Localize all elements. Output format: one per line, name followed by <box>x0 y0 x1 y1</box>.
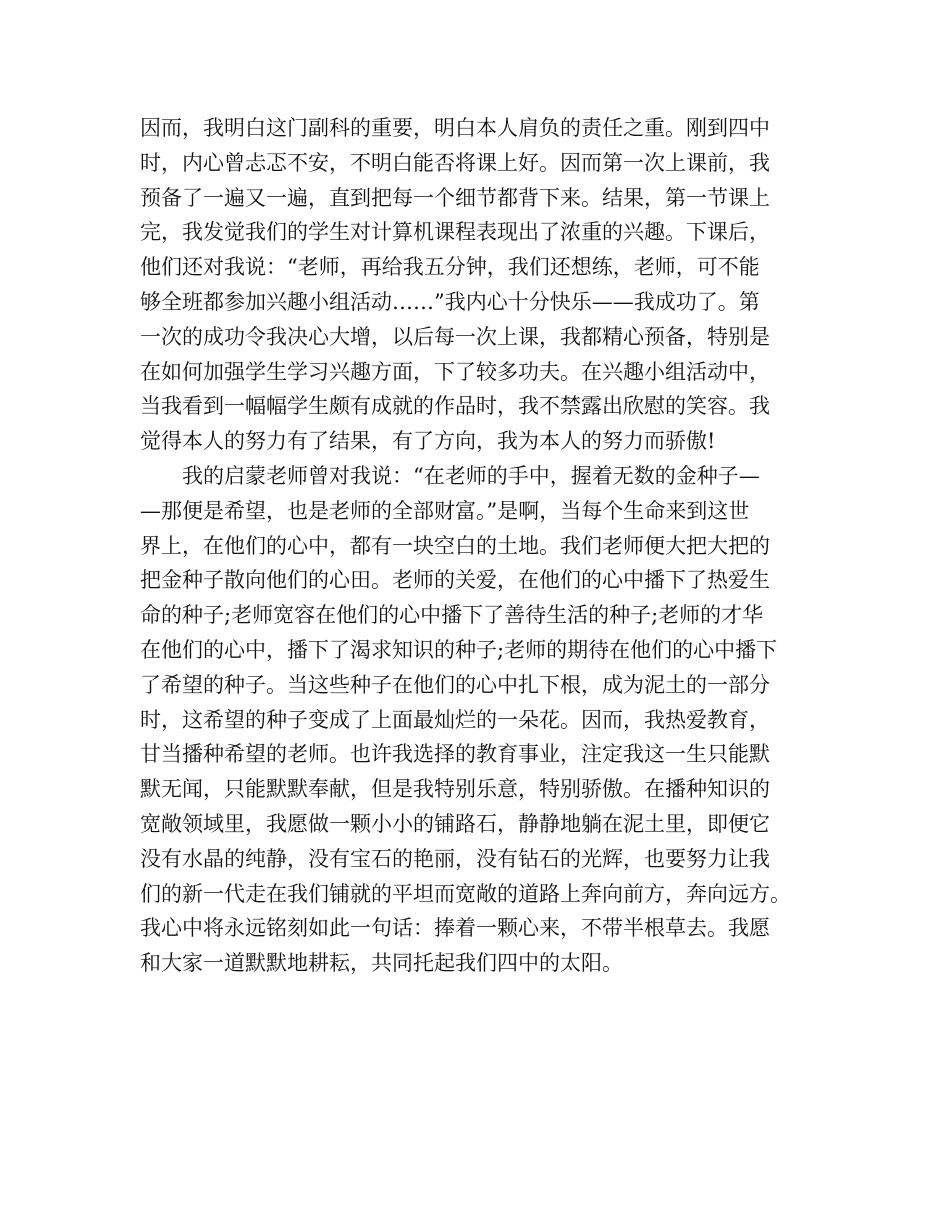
text-line: 在他们的心中，播下了渴求知识的种子;老师的期待在他们的心中播下 <box>140 637 778 662</box>
text-line: 命的种子;老师宽容在他们的心中播下了善待生活的种子;老师的才华 <box>140 603 764 628</box>
text-line: 觉得本人的努力有了结果，有了方向，我为本人的努力而骄傲! <box>140 429 716 454</box>
text-line: 我心中将永远铭刻如此一句话：捧着一颗心来，不带半根草去。我愿 <box>140 916 770 941</box>
text-line: 们的新一代走在我们铺就的平坦而宽敞的道路上奔向前方，奔向远方。 <box>140 881 791 906</box>
text-line: 宽敞领域里，我愿做一颗小小的铺路石，静静地躺在泥土里，即便它 <box>140 811 770 836</box>
text-line: 没有水晶的纯静，没有宝石的艳丽，没有钻石的光辉，也要努力让我 <box>140 846 770 871</box>
text-line: 因而，我明白这门副科的重要，明白本人肩负的责任之重。刚到四中 <box>140 116 770 140</box>
document-page <box>140 111 830 981</box>
text-line: 完，我发觉我们的学生对计算机课程表现出了浓重的兴趣。下课后， <box>140 220 770 245</box>
text-line: 了希望的种子。当这些种子在他们的心中扎下根，成为泥土的一部分 <box>140 672 770 697</box>
text-line: 把金种子散向他们的心田。老师的关爱，在他们的心中播下了热爱生 <box>140 568 770 593</box>
text-line: 一次的成功令我决心大增，以后每一次上课，我都精心预备，特别是 <box>140 324 770 349</box>
text-line: 在如何加强学生学习兴趣方面，下了较多功夫。在兴趣小组活动中， <box>140 359 770 384</box>
text-line: 时，内心曾忐忑不安，不明白能否将课上好。因而第一次上课前，我 <box>140 150 770 175</box>
text-line: 时，这希望的种子变成了上面最灿烂的一朵花。因而，我热爱教育， <box>140 707 770 732</box>
text-line: 默无闻，只能默默奉献，但是我特别乐意，特别骄傲。在播种知识的 <box>140 777 770 802</box>
text-line: 和大家一道默默地耕耘，共同托起我们四中的太阳。 <box>140 951 623 976</box>
text-line: —那便是希望，也是老师的全部财富。”是啊，当每个生命来到这世 <box>140 498 750 523</box>
text-line: 当我看到一幅幅学生颇有成就的作品时，我不禁露出欣慰的笑容。我 <box>140 394 770 419</box>
text-line: 够全班都参加兴趣小组活动……”我内心十分快乐——我成功了。第 <box>140 289 760 314</box>
text-line: 我的启蒙老师曾对我说：“在老师的手中，握着无数的金种子— <box>140 463 760 488</box>
text-line: 他们还对我说：“老师，再给我五分钟，我们还想练，老师，可不能 <box>140 255 760 280</box>
text-line: 预备了一遍又一遍，直到把每一个细节都背下来。结果，第一节课上 <box>140 185 770 210</box>
text-line: 界上，在他们的心中，都有一块空白的土地。我们老师便大把大把的 <box>140 533 770 558</box>
text-line: 甘当播种希望的老师。也许我选择的教育事业，注定我这一生只能默 <box>140 742 770 767</box>
